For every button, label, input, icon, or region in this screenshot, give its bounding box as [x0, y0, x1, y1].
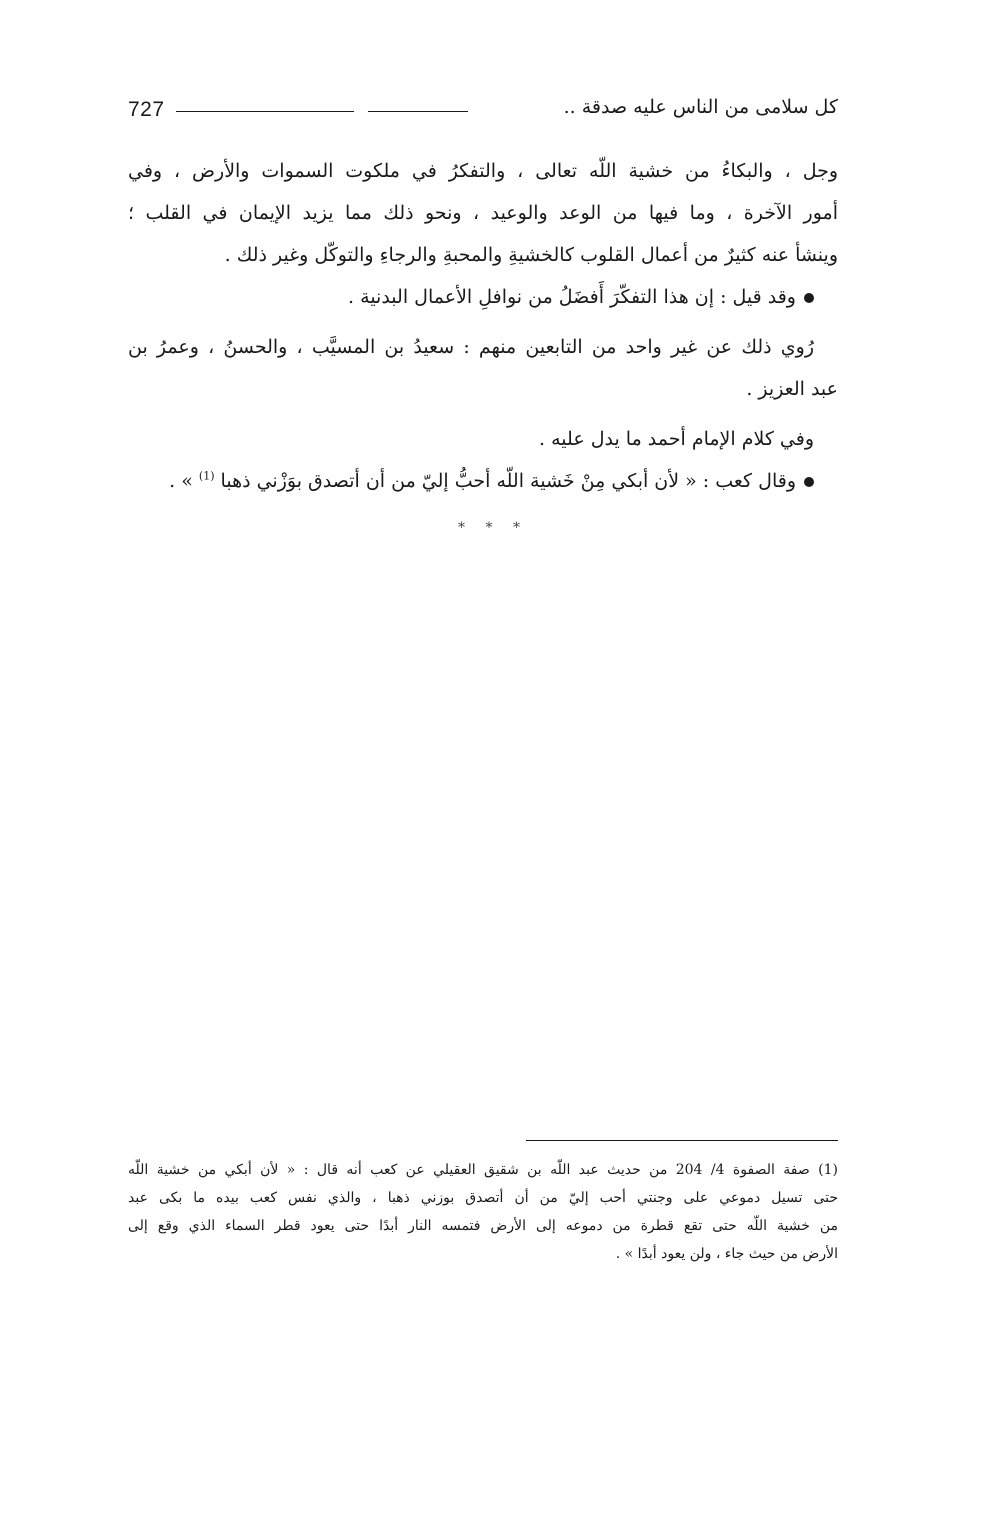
footnote-line: من خشية اللّه حتى تقع قطرة من دموعه إلى الأرض فتمسه النار أبدًا حتى يعود قطر السماء الذي وقع إلى — [128, 1218, 838, 1234]
footnote-rule — [526, 1140, 838, 1141]
text-line: عبد العزيز . — [746, 378, 838, 400]
footnote-line: الأرض من حيث جاء ، ولن يعود أبدًا » . — [615, 1246, 838, 1262]
paragraph-imam-ahmad: وفي كلام الإمام أحمد ما يدل عليه . — [539, 428, 814, 450]
bullet-paragraph-kaab — [128, 460, 838, 502]
section-separator: * * * — [458, 520, 528, 536]
text-line: وجل ، والبكاءُ من خشية اللّه تعالى ، والتفكرُ في ملكوت السموات والأرض ، وفي — [128, 160, 838, 182]
bullet-paragraph-text: وقد قيل : إن هذا التفكّرَ أَفضَلُ من نوافلِ الأعمال البدنية . — [348, 286, 796, 308]
bullet-icon — [804, 477, 814, 487]
footnote — [128, 1156, 838, 1268]
bullet-paragraph — [128, 276, 838, 318]
paragraph-continuation — [128, 150, 838, 276]
running-header — [128, 96, 838, 132]
kaab-quote-end: » . — [169, 470, 193, 492]
kaab-quote-text: وقال كعب : « لأن أبكي مِنْ خَشية اللّه أحبُّ إليّ من أن أتصدق بوَزْني ذهبا — [220, 470, 796, 492]
main-text — [128, 150, 838, 502]
bullet-icon — [804, 293, 814, 303]
paragraph-gap — [128, 318, 838, 326]
footnote-line: حتى تسيل دموعي على وجنتي أحب إليّ من أن أتصدق بوزني ذهبا ، والذي نفس كعب بيده ما بكى عبد — [128, 1190, 838, 1206]
paragraph-narration — [128, 326, 838, 410]
paragraph-gap — [128, 410, 838, 418]
running-title: كل سلامى من الناس عليه صدقة .. — [563, 96, 838, 118]
header-rule-right — [368, 111, 468, 112]
page-number: 727 — [128, 98, 165, 121]
header-rule-left — [176, 111, 354, 112]
text-line: أمور الآخرة ، وما فيها من الوعد والوعيد ، ونحو ذلك مما يزيد الإيمان في القلب ؛ — [128, 202, 838, 224]
text-line: وينشأ عنه كثيرٌ من أعمال القلوب كالخشيةِ والمحبةِ والرجاءِ والتوكّل وغير ذلك . — [224, 244, 838, 266]
text-line: رُوي ذلك عن غير واحد من التابعين منهم : سعيدُ بن المسيَّب ، والحسنُ ، وعمرُ بن — [128, 336, 814, 358]
footnote-line: (1) صفة الصفوة 4/ 204 من حديث عبد اللّه بن شقيق العقيلي عن كعب أنه قال : « لأن أبكي من خشية اللّه — [128, 1162, 838, 1178]
footnote-reference[interactable]: (1) — [198, 469, 215, 483]
